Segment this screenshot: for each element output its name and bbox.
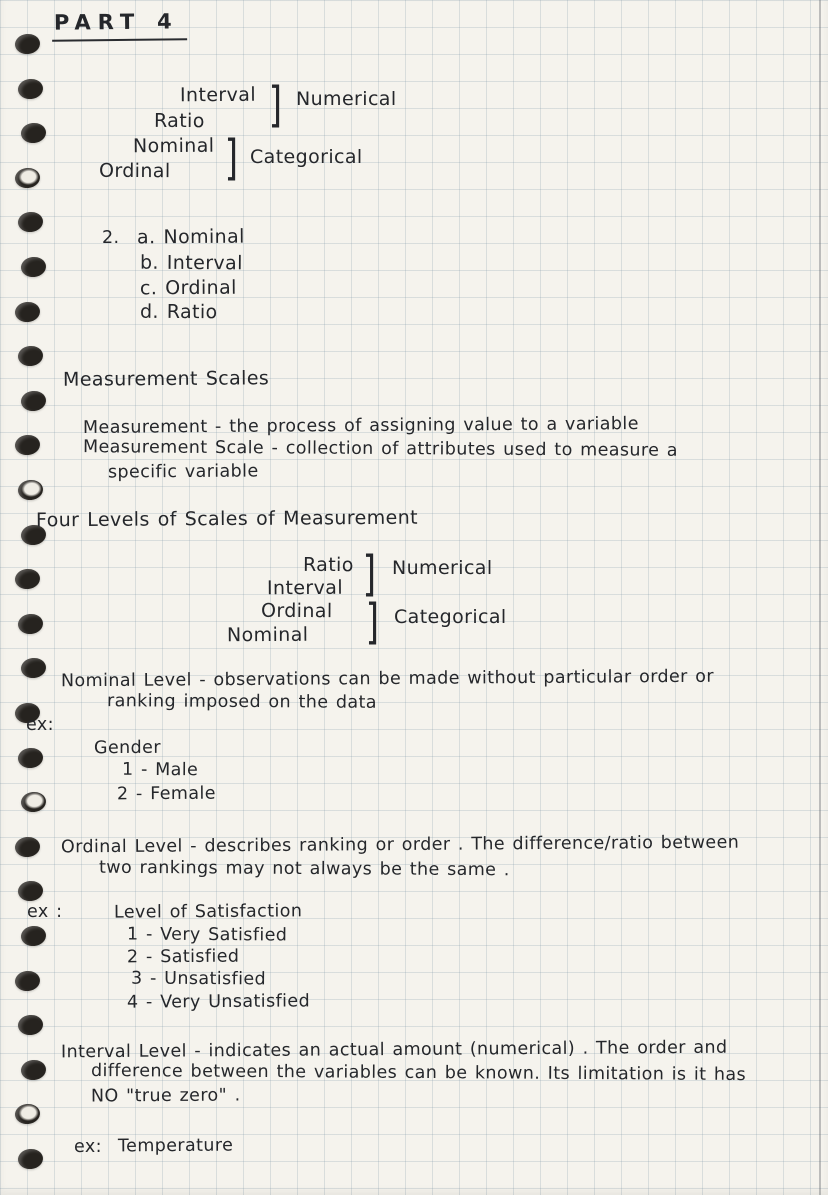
levels-numerical-label: Numerical (392, 557, 493, 579)
choice-a: a. Nominal (136, 225, 245, 249)
binding-hole (20, 657, 47, 680)
choice-c: c. Ordinal (139, 276, 237, 300)
binding-hole (17, 1148, 44, 1171)
interval-ex-label: ex: (74, 1137, 102, 1157)
binding-hole (14, 1103, 41, 1126)
binding-hole (17, 479, 44, 502)
nominal-example-item: 1 - Male (121, 759, 199, 781)
section-heading-measurement: Measurement Scales (62, 367, 270, 391)
levels-interval: Interval (266, 576, 344, 600)
nominal-definition-line2: ranking imposed on the data (106, 691, 377, 713)
ordinal-example-item: 3 - Unsatisfied (130, 968, 267, 990)
grouping-bracket: ] (365, 594, 380, 650)
binding-hole (20, 122, 47, 145)
ordinal-ex-label: ex : (27, 902, 63, 922)
nominal-ex-label: ex: (26, 715, 54, 735)
binding-hole (17, 211, 44, 234)
binding-hole (17, 746, 44, 769)
measurement-definition: Measurement - the process of assigning value to a variable (82, 414, 639, 438)
nominal-definition-line1: Nominal Level - observations can be made without particular order or (60, 666, 714, 692)
scale-interval: Interval (179, 83, 257, 107)
ordinal-definition-line2: two rankings may not always be the same . (98, 857, 510, 881)
page-title: PART 4 (52, 9, 187, 42)
categorical-label: Categorical (250, 146, 363, 168)
levels-nominal: Nominal (226, 623, 309, 647)
ordinal-example-item: 2 - Satisfied (126, 946, 240, 968)
binding-hole (20, 390, 47, 413)
binding-hole (17, 345, 44, 368)
binding-hole (17, 880, 44, 903)
choice-b: b. Interval (139, 251, 243, 275)
levels-ordinal: Ordinal (260, 599, 333, 623)
scale-nominal: Nominal (132, 134, 215, 158)
measurement-scale-definition-line2: specific variable (107, 461, 259, 483)
levels-categorical-label: Categorical (394, 606, 507, 628)
levels-ratio: Ratio (302, 553, 354, 577)
binding-hole (17, 613, 44, 636)
binding-hole (20, 256, 47, 279)
grouping-bracket: ] (224, 130, 239, 186)
ordinal-example-title: Level of Satisfaction (113, 901, 303, 923)
binding-hole (20, 925, 47, 948)
binding-hole (14, 434, 41, 457)
binding-hole (17, 1014, 44, 1037)
binding-hole (14, 167, 41, 190)
binding-hole (14, 969, 41, 992)
question-number: 2. (102, 228, 120, 248)
choice-d: d. Ratio (139, 300, 218, 324)
numerical-label: Numerical (296, 88, 397, 110)
binding-hole (20, 1059, 47, 1082)
interval-definition-line1: Interval Level - indicates an actual amount (numerical) . The order and (60, 1037, 728, 1063)
section-heading-four-levels: Four Levels of Scales of Measurement (35, 506, 419, 532)
grouping-bracket: ] (362, 546, 377, 602)
binding-hole (17, 77, 44, 100)
binding-hole (14, 568, 41, 591)
binding-hole (14, 836, 41, 859)
interval-example-title: Temperature (117, 1135, 234, 1157)
ordinal-definition-line1: Ordinal Level - describes ranking or order . The difference/ratio between (60, 832, 740, 858)
ordinal-example-item: 4 - Very Unsatisfied (126, 991, 311, 1013)
nominal-example-item: 2 - Female (116, 783, 216, 805)
right-margin-line (819, 0, 821, 1195)
binding-hole (14, 33, 41, 56)
grouping-bracket: ] (268, 77, 283, 133)
binding-hole (20, 791, 47, 814)
interval-definition-line3: NO "true zero" . (90, 1085, 241, 1107)
nominal-example-title: Gender (93, 737, 161, 759)
binding-hole (14, 300, 41, 323)
ordinal-example-item: 1 - Very Satisfied (126, 924, 288, 946)
measurement-scale-definition-line1: Measurement Scale - collection of attributes used to measure a (82, 437, 678, 461)
scale-ordinal: Ordinal (98, 159, 171, 183)
interval-definition-line2: difference between the variables can be known. Its limitation is it has (90, 1060, 747, 1086)
scale-ratio: Ratio (153, 109, 205, 133)
